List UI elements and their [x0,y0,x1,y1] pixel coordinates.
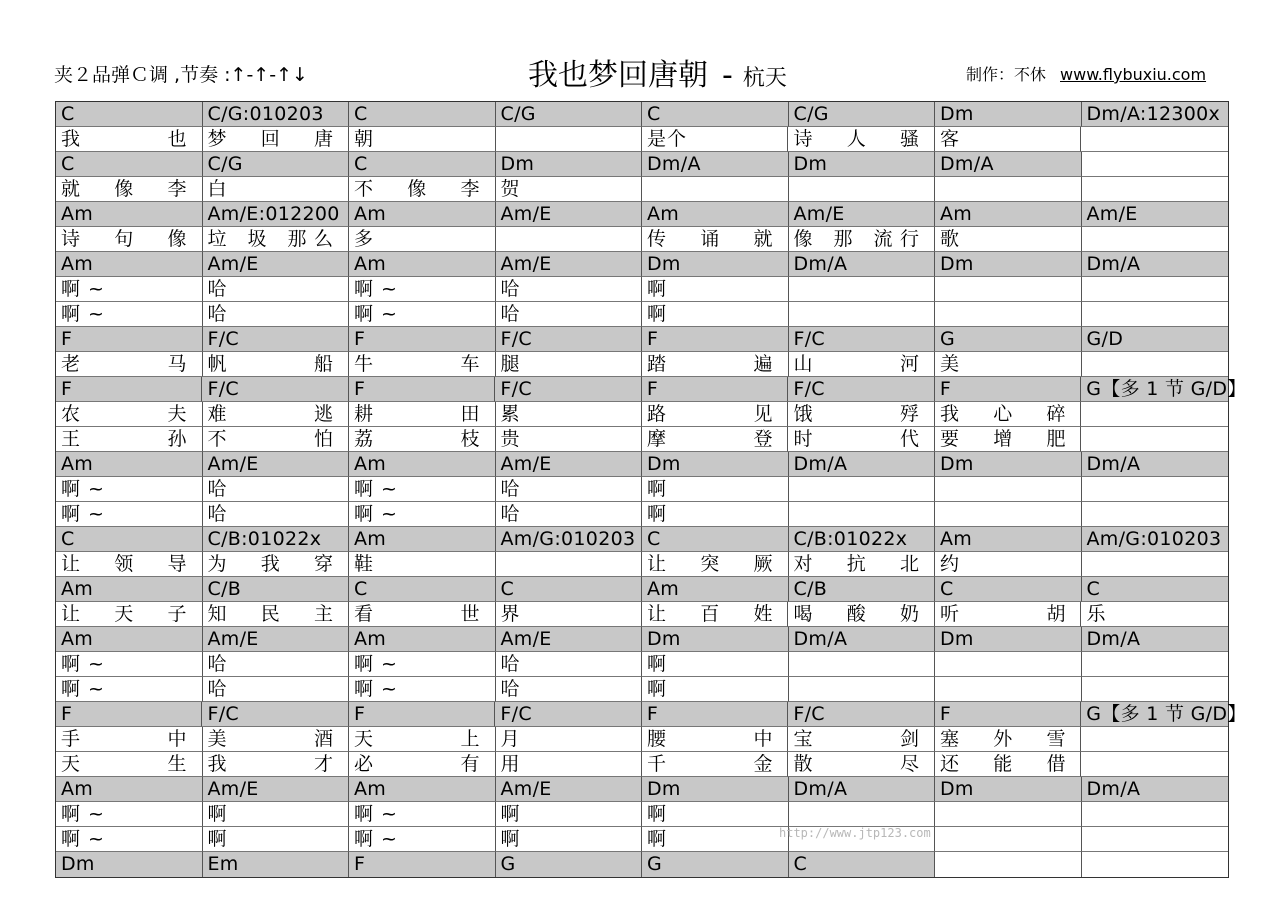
lyric-row [56,752,1228,777]
lyric-cell [1081,752,1227,777]
lyric-cell: 贺 [496,177,643,202]
lyric-cell [935,177,1082,202]
song-title-block [528,50,787,94]
lyric-cell [1082,352,1228,377]
lyric-cell [1082,227,1228,252]
chord-cell: F/C [495,377,641,402]
chord-cell: Dm [935,252,1082,277]
lyric-cell [1082,802,1229,827]
lyric-row [56,802,1228,827]
lyric-cell: 哈 [496,652,643,677]
chord-cell: G【多 1 节 G/D】 [1081,377,1228,402]
lyric-cell [935,502,1082,527]
lyric-cell [789,652,936,677]
chord-cell: Dm [642,627,789,652]
chord-cell: Am/E [789,202,936,227]
lyric-cell [789,177,936,202]
chord-cell: C [789,852,936,877]
lyric-cell: 啊 ~ [56,802,203,827]
chord-cell: Am/E [496,202,643,227]
lyric-cell: 耕 田 [349,402,496,427]
chord-cell: Dm [935,452,1082,477]
lyric-row [56,652,1228,677]
lyric-cell [496,227,642,252]
lyric-cell: 啊 ~ [349,802,496,827]
chord-cell: Dm [642,452,789,477]
lyric-cell: 牛 车 [349,352,496,377]
chord-cell: F [56,377,202,402]
lyric-cell: 诗 人 骚 [788,127,935,152]
lyric-cell: 摩 登 [642,427,789,452]
lyric-cell: 啊 ~ [56,677,203,702]
lyric-cell: 让 领 导 [56,552,203,577]
chord-cell: C [56,527,203,552]
chord-cell: Am [56,252,203,277]
lyric-cell [789,277,936,302]
chord-row [56,252,1228,277]
lyric-cell: 啊 ~ [349,502,496,527]
title-separator: - [722,58,733,93]
chord-cell: F/C [788,377,934,402]
lyric-cell: 贵 [496,427,642,452]
lyric-cell: 啊 ~ [349,477,496,502]
lyric-cell: 帆 船 [203,352,350,377]
lyric-row [56,352,1228,377]
lyric-cell: 我 也 [56,127,203,152]
lyric-cell: 天 上 [349,727,496,752]
chord-cell: Am [935,527,1082,552]
lyric-cell: 哈 [496,277,643,302]
chord-cell: F [349,852,496,877]
lyric-cell: 让 突 厥 [642,552,789,577]
chord-cell: F [642,702,788,727]
lyric-cell: 啊 ~ [56,477,203,502]
lyric-row [56,402,1228,427]
chord-cell: Am/E [203,252,350,277]
chord-cell: Dm [935,777,1082,802]
lyric-cell [1082,677,1229,702]
chord-cell: G【多 1 节 G/D】 [1081,702,1228,727]
chord-cell: Am/E [496,252,643,277]
lyric-cell [789,802,936,827]
lyric-cell: 哈 [203,477,350,502]
lyric-cell: 哈 [203,277,350,302]
lyric-cell: 诗 句 像 [56,227,203,252]
lyric-row [56,827,1228,852]
chord-row [56,152,1228,177]
chord-cell: Am [935,202,1082,227]
lyric-cell: 腰 中 [642,727,789,752]
chord-row [56,577,1228,602]
chord-cell: C [1082,577,1229,602]
lyric-cell: 用 [496,752,642,777]
chord-cell: Dm [935,102,1082,127]
credits [966,62,1206,85]
lyric-cell [1082,177,1228,202]
lyric-cell [1082,652,1229,677]
chord-cell: C/B:01022x [203,527,350,552]
lyric-cell [1081,402,1227,427]
chord-cell: Am/E [496,777,643,802]
chord-row [56,777,1228,802]
lyric-row [56,177,1228,202]
lyric-cell: 月 [496,727,642,752]
lyric-cell: 听 胡 [935,602,1082,627]
lyric-cell: 啊 [496,802,643,827]
lyric-cell: 腿 [496,352,642,377]
lyric-cell [935,652,1082,677]
chord-cell: F [642,377,788,402]
lyric-cell [789,477,936,502]
chord-cell: Am/E [203,627,350,652]
chord-cell: Am [56,577,203,602]
chord-cell: F/C [496,327,643,352]
chord-cell: Am [349,452,496,477]
chord-cell: F/C [495,702,641,727]
lyric-cell: 啊 [642,502,789,527]
lyric-cell [935,677,1082,702]
lyric-cell: 山 河 [789,352,936,377]
lyric-cell: 啊 ~ [56,302,203,327]
lyric-cell [1082,827,1229,852]
chord-cell: Am [642,202,789,227]
chord-cell: Am [349,777,496,802]
lyric-cell: 啊 [203,802,350,827]
capo-and-rhythm-info: 夹２品弹Ｃ调 ,节奏 :↑-↑-↑↓ [54,64,308,86]
chord-cell: C/B [203,577,350,602]
chord-cell: F/C [202,702,348,727]
chord-cell: C/G [203,152,350,177]
chord-row [56,377,1247,402]
chord-cell: Am [56,202,203,227]
lyric-cell: 还 能 借 [935,752,1082,777]
chord-row [56,852,1228,877]
lyric-cell: 啊 ~ [349,677,496,702]
lyric-cell [1081,727,1227,752]
lyric-cell: 啊 [642,277,789,302]
lyric-cell: 啊 ~ [349,302,496,327]
lyric-cell: 千 金 [642,752,789,777]
chord-cell: Dm/A [935,152,1082,177]
lyric-cell: 不 像 李 [349,177,496,202]
lyric-cell [1082,552,1228,577]
chord-cell: Am/E [203,777,350,802]
lyric-cell: 啊 [496,827,643,852]
lyric-cell: 啊 [642,477,789,502]
chord-cell: Am/E [496,627,643,652]
lyric-cell: 要 增 肥 [935,427,1082,452]
chord-cell: C/G:010203 [203,102,350,127]
chord-cell: Dm [56,852,203,877]
lyric-cell: 哈 [496,477,643,502]
lyric-row [56,277,1228,302]
chord-cell: Am [349,252,496,277]
chord-row [56,452,1228,477]
lyric-cell: 我 才 [203,752,350,777]
chord-cell: F [349,327,496,352]
chord-row [56,327,1228,352]
chord-cell: F/C [203,327,350,352]
chord-cell: Dm/A [1082,252,1229,277]
chord-cell: Am/E [496,452,643,477]
chord-cell [1082,152,1229,177]
lyric-cell [935,277,1082,302]
lyric-cell: 知 民 主 [203,602,350,627]
artist-name: 杭天 [742,66,787,91]
chord-cell: F [935,702,1081,727]
lyric-cell: 啊 ~ [56,827,203,852]
lyric-cell [789,302,936,327]
lyric-cell: 难 逃 [203,402,350,427]
lyric-cell: 看 世 [349,602,496,627]
chord-cell: Am/E [1082,202,1229,227]
chord-cell: G [935,327,1082,352]
lyric-cell: 天 生 [56,752,203,777]
lyric-cell [935,477,1082,502]
lyric-cell: 鞋 [349,552,495,577]
lyric-row [56,602,1228,627]
chord-lyric-sheet [55,101,1247,878]
lyric-cell: 塞 外 雪 [935,727,1082,752]
lyric-cell: 朝 [349,127,495,152]
lyric-cell: 哈 [203,302,350,327]
lyric-cell [496,552,642,577]
lyric-cell: 哈 [203,677,350,702]
chord-row [56,102,1228,127]
lyric-cell: 梦 回 唐 [203,127,350,152]
lyric-row [56,477,1228,502]
chord-cell: C [56,152,203,177]
lyric-cell: 为 我 穿 [203,552,350,577]
chord-cell: Dm [935,627,1082,652]
chord-cell: Am [56,452,203,477]
chord-cell: C [349,577,496,602]
chord-cell: F/C [202,377,348,402]
chord-cell: Dm [642,252,789,277]
chord-cell: G [496,852,643,877]
lyric-cell: 啊 [203,827,350,852]
chord-cell: F [56,702,202,727]
chord-cell: Am [56,777,203,802]
lyric-cell: 累 [496,402,642,427]
chord-cell: Dm/A [1082,777,1229,802]
lyric-row [56,302,1228,327]
lyric-cell: 歌 [935,227,1081,252]
lyric-cell: 散 尽 [788,752,935,777]
chord-row [56,527,1228,552]
site-link[interactable]: www.flybuxiu.com [1060,65,1207,84]
chord-cell: Dm [642,777,789,802]
chord-cell: Am [349,202,496,227]
lyric-cell [1082,502,1229,527]
chord-cell: G [642,852,789,877]
chord-cell: Dm/A [789,252,936,277]
lyric-cell: 啊 [642,302,789,327]
chord-cell: Am/G:010203 [1082,527,1229,552]
lyric-cell [642,177,789,202]
lyric-cell [789,677,936,702]
watermark: http://www.jtp123.com [779,826,931,840]
lyric-cell: 乐 [1081,602,1227,627]
lyric-cell: 约 [935,552,1081,577]
lyric-cell: 啊 ~ [349,652,496,677]
lyric-cell: 啊 [642,677,789,702]
chord-cell: Dm/A [642,152,789,177]
lyric-row [56,502,1228,527]
lyric-cell: 哈 [203,502,350,527]
chord-cell: Am [56,627,203,652]
lyric-cell: 哈 [496,677,643,702]
chord-cell: Dm/A [789,627,936,652]
lyric-cell: 路 见 [642,402,789,427]
lyric-cell: 垃 圾 那么 [203,227,350,252]
lyric-cell: 啊 ~ [349,277,496,302]
chord-cell: C/B:01022x [789,527,936,552]
chord-cell: Dm [789,152,936,177]
lyric-row [56,677,1228,702]
chord-cell: Dm [496,152,643,177]
chord-cell: Am [642,577,789,602]
chord-cell [1082,852,1229,877]
lyric-cell [1082,477,1229,502]
lyric-cell [1081,127,1227,152]
chord-cell: C [349,152,496,177]
lyric-cell: 啊 ~ [56,652,203,677]
lyric-cell [789,502,936,527]
lyric-cell: 美 [935,352,1081,377]
chord-cell: C [56,102,203,127]
chord-cell: C/G [789,102,936,127]
lyric-cell: 手 中 [56,727,203,752]
chord-cell [935,852,1082,877]
lyric-cell [935,827,1082,852]
lyric-cell: 界 [496,602,642,627]
lyric-cell: 王 孙 [56,427,203,452]
song-title: 我也梦回唐朝 [528,58,708,93]
lyric-cell: 客 [935,127,1081,152]
lyric-cell: 宝 剑 [788,727,935,752]
lyric-cell [1081,427,1227,452]
chord-cell: Dm/A [789,452,936,477]
lyric-cell: 啊 ~ [56,502,203,527]
chord-cell: Am [349,527,496,552]
lyric-cell: 就 像 李 [56,177,203,202]
lyric-cell [496,127,642,152]
lyric-cell: 哈 [203,652,350,677]
chord-cell: G/D [1082,327,1229,352]
lyric-cell: 喝 酸 奶 [788,602,935,627]
chord-cell: F/C [789,327,936,352]
lyric-cell: 白 [203,177,350,202]
lyric-cell [935,802,1082,827]
chord-cell: F [642,327,789,352]
lyric-cell: 饿 殍 [788,402,935,427]
lyric-row [56,127,1228,152]
lyric-cell: 老 马 [56,352,203,377]
lyric-cell: 对 抗 北 [789,552,936,577]
chord-cell: C [642,102,789,127]
chord-cell: Dm/A [1082,627,1229,652]
lyric-cell: 啊 ~ [56,277,203,302]
lyric-row [56,552,1228,577]
lyric-cell: 多 [349,227,495,252]
lyric-cell [1082,277,1229,302]
lyric-cell: 啊 ~ [349,827,496,852]
chord-cell: C [935,577,1082,602]
chord-cell: C/B [789,577,936,602]
chord-cell: F [935,377,1081,402]
chord-row [56,627,1228,652]
lyric-cell: 哈 [496,502,643,527]
lyric-cell: 美 酒 [203,727,350,752]
chord-cell: C [349,102,496,127]
chord-cell: Dm/A:12300x [1082,102,1229,127]
chord-cell: C [642,527,789,552]
chord-row [56,202,1228,227]
lyric-cell: 时 代 [788,427,935,452]
lyric-cell: 不 怕 [203,427,350,452]
lyric-row [56,427,1228,452]
lyric-cell: 像 那 流行 [789,227,936,252]
chord-cell: F [56,327,203,352]
lyric-cell: 荔 枝 [349,427,496,452]
lyric-cell: 啊 [642,802,789,827]
lyric-cell: 我 心 碎 [935,402,1082,427]
chord-cell: C [496,577,643,602]
lyric-cell: 必 有 [349,752,496,777]
lyric-row [56,227,1228,252]
chord-cell: F [349,377,495,402]
chord-cell: Am/E:012200 [203,202,350,227]
chord-row [56,702,1247,727]
chord-cell: F/C [788,702,934,727]
chord-cell: Am [349,627,496,652]
lyric-row [56,727,1228,752]
lyric-cell [935,302,1082,327]
lyric-cell: 是个 [642,127,788,152]
lyric-cell: 传 诵 就 [642,227,789,252]
lyric-cell: 让 天 子 [56,602,203,627]
chord-cell: Dm/A [789,777,936,802]
chord-cell: F [349,702,495,727]
lyric-cell: 踏 遍 [642,352,789,377]
chord-cell: Am/E [203,452,350,477]
chord-cell: Am/G:010203 [496,527,643,552]
lyric-cell: 哈 [496,302,643,327]
lyric-cell: 农 夫 [56,402,203,427]
lyric-cell: 啊 [642,652,789,677]
chord-cell: Em [203,852,350,877]
chord-cell: Dm/A [1082,452,1229,477]
lyric-cell: 让 百 姓 [642,602,789,627]
maker-label: 制作：不休 [966,65,1047,84]
lyric-cell [1082,302,1229,327]
lyric-cell: 啊 [642,827,789,852]
chord-cell: C/G [496,102,643,127]
